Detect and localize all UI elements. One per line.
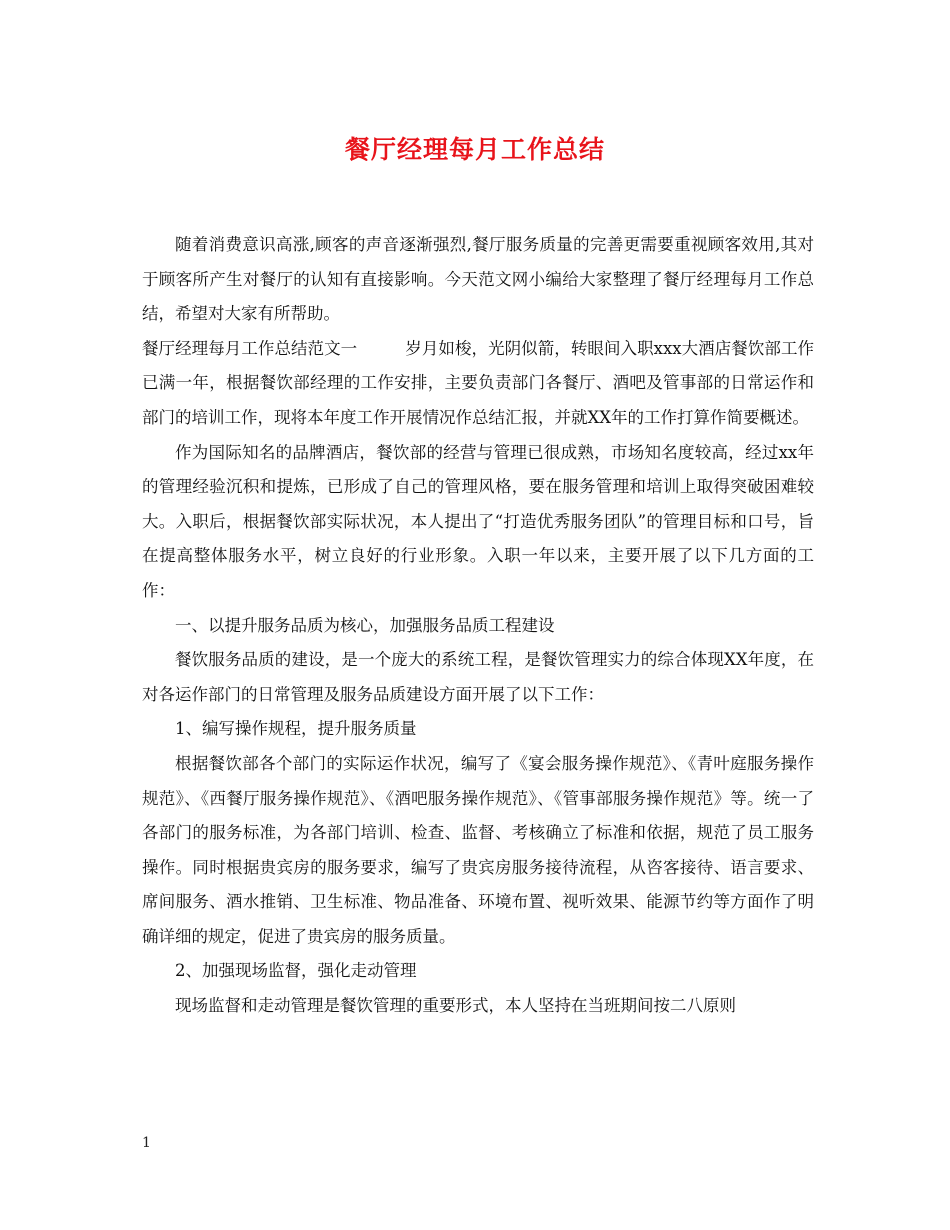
- sample-lead-text: 岁月如梭，光阴似箭，转眼间入职xxx大酒店餐饮部工作已满一年，根据餐饮部经理的工作安排，主要负责部门各餐厅、酒吧及管事部的日常运作和部门的培训工作，现将本年度工作开展情况作总结汇报，并就XX年的工作打算作简要概述。: [142, 338, 814, 427]
- intro-paragraph: 随着消费意识高涨,顾客的声音逐渐强烈,餐厅服务质量的完善更需要重视顾客效用,其对于顾客所产生对餐厅的认知有直接影响。今天范文网小编给大家整理了餐厅经理每月工作总结，希望对大家有所帮助。: [142, 235, 814, 324]
- paragraph-3: 餐饮服务品质的建设，是一个庞大的系统工程，是餐饮管理实力的综合体现XX年度，在对各运作部门的日常管理及服务品质建设方面开展了以下工作：: [142, 650, 814, 704]
- document-title: 餐厅经理每月工作总结: [344, 135, 605, 164]
- item-2-heading: 2、加强现场监督，强化走动管理: [175, 961, 417, 981]
- paragraph-4: 根据餐饮部各个部门的实际运作状况，编写了《宴会服务操作规范》、《青叶庭服务操作规范》、《西餐厅服务操作规范》、《酒吧服务操作规范》、《管事部服务操作规范》等。统一了各部门的服务标准，为各部门培训、检查、监督、考核确立了标准和依据，规范了员工服务操作。同时根据贵宾房的服务要求，编写了贵宾房服务接待流程，从咨客接待、语言要求、席间服务、酒水推销、卫生标准、物品准备、环境布置、视听效果、能源节约等方面作了明确详细的规定，促进了贵宾房的服务质量。: [142, 753, 814, 946]
- item-1-heading: 1、编写操作规程，提升服务质量: [175, 719, 417, 739]
- paragraph-5: 现场监督和走动管理是餐饮管理的重要形式，本人坚持在当班期间按二八原则: [175, 996, 736, 1016]
- sample-heading: 餐厅经理每月工作总结范文一: [142, 338, 358, 358]
- page-number: 1: [142, 1135, 151, 1151]
- paragraph-2: 作为国际知名的品牌酒店，餐饮部的经营与管理已很成熟，市场知名度较高，经过xx年的管理经验沉积和提炼，已形成了自己的管理风格，要在服务管理和培训上取得突破困难较大。入职后，根据餐饮部实际状况，本人提出了“打造优秀服务团队”的管理目标和口号，旨在提高整体服务水平，树立良好的行业形象。入职一年以来，主要开展了以下几方面的工作：: [142, 442, 814, 600]
- document-body: [142, 228, 814, 1024]
- section-1-heading: 一、以提升服务品质为核心，加强服务品质工程建设: [175, 615, 555, 635]
- sample-paragraph: [142, 332, 814, 436]
